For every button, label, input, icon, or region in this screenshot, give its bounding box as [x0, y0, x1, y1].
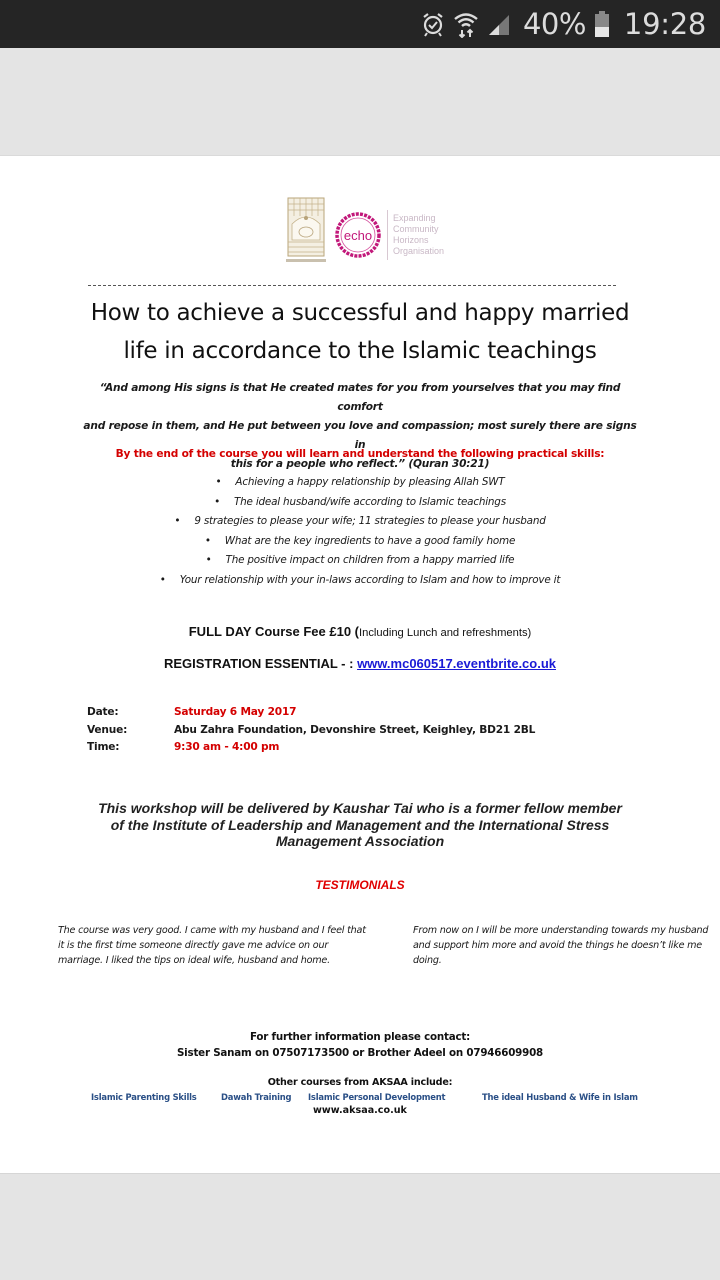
registration-link[interactable]: www.mc060517.eventbrite.co.uk: [357, 656, 557, 671]
venue-value: Abu Zahra Foundation, Devonshire Street, Keighley, BD21 2BL: [174, 723, 536, 736]
skill-item: • Your relationship with your in-laws according to Islam and how to improve it: [60, 571, 660, 591]
bullet-icon: •: [159, 573, 166, 586]
skill-item: • The ideal husband/wife according to Islamic teachings: [60, 493, 660, 513]
bullet-icon: •: [204, 534, 211, 547]
contact-info: For further information please contact: Sister Sanam on 07507173500 or Brother Adeel on 07946609908: [176, 1031, 544, 1059]
echo-logo: [334, 211, 382, 259]
course-item: The ideal Husband & Wife in Islam: [482, 1092, 638, 1102]
quran-quote: “And among His signs is that He created mates for you from yourselves that you may find comfort and repose in them, and He put between you love and compassion; most surely there are signs in this for a people who reflect.” (Quran 30:21): [83, 382, 637, 470]
cell-signal-icon: [487, 11, 511, 37]
clock: 19:28: [623, 7, 706, 41]
venue-row: Venue: Abu Zahra Foundation, Devonshire Street, Keighley, BD21 2BL: [87, 722, 647, 740]
other-courses-list: [0, 1092, 720, 1106]
echo-tagline: Expanding Community Horizons Organisation: [393, 213, 445, 256]
bullet-icon: •: [214, 495, 220, 508]
time-value: 9:30 am - 4:00 pm: [174, 741, 280, 753]
bullet-icon: •: [174, 515, 181, 527]
logo-divider: [387, 210, 388, 260]
status-bar: [0, 0, 720, 48]
viewer-background-bottom: [0, 1173, 720, 1280]
svg-text:echo: echo: [343, 228, 373, 243]
bullet-icon: •: [215, 476, 222, 488]
course-item: Islamic Personal Development: [308, 1092, 446, 1102]
document-page[interactable]: [0, 155, 720, 1173]
course-item: Islamic Parenting Skills: [91, 1092, 197, 1102]
aksaa-website: www.aksaa.co.uk: [313, 1105, 407, 1116]
testimonials-heading: TESTIMONIALS: [315, 878, 405, 892]
course-fee: FULL DAY Course Fee £10 (Including Lunch and refreshments): [188, 624, 532, 639]
event-details: [87, 704, 647, 757]
skill-item: • What are the key ingredients to have a good family home: [60, 532, 660, 552]
testimonial-1: The course was very good. I came with my husband and I feel that it is the first time someone directly gave me advice on our marriage. I liked the tips on ideal wife, husband and home.: [58, 925, 366, 966]
skills-list: [60, 473, 660, 590]
skills-heading: By the end of the course you will learn and understand the following practical skills:: [115, 448, 605, 460]
other-courses-heading: Other courses from AKSAA include:: [267, 1077, 453, 1088]
skill-item: • The positive impact on children from a happy married life: [60, 551, 660, 571]
time-row: Time: 9:30 am - 4:00 pm: [87, 739, 647, 757]
viewer-background-top: [0, 48, 720, 155]
logo-banner: [284, 196, 454, 268]
battery-percent: 40%: [522, 7, 586, 41]
battery-icon: [594, 10, 610, 38]
page-title: How to achieve a successful and happy married life in accordance to the Islamic teachings: [90, 300, 630, 364]
bullet-icon: •: [205, 554, 212, 566]
registration: REGISTRATION ESSENTIAL - : www.mc060517.eventbrite.co.uk: [163, 656, 557, 671]
dashed-divider: [88, 285, 616, 286]
alarm-icon: [421, 11, 445, 37]
wifi-icon: [453, 10, 479, 38]
skill-item: • Achieving a happy relationship by pleasing Allah SWT: [60, 473, 660, 493]
course-item: Dawah Training: [221, 1092, 292, 1102]
skill-item: • 9 strategies to please your wife; 11 strategies to please your husband: [60, 512, 660, 532]
date-row: Date: Saturday 6 May 2017: [87, 704, 647, 722]
presenter-info: This workshop will be delivered by Kaushar Tai who is a former fellow member of the Institute of Leadership and Management and the International Stress Management Association: [98, 800, 622, 849]
date-value: Saturday 6 May 2017: [174, 706, 297, 718]
abu-zahra-foundation-logo: [284, 196, 328, 266]
testimonial-2: From now on I will be more understanding towards my husband and support him more and avoid the things he doesn’t like me doing.: [413, 925, 709, 966]
